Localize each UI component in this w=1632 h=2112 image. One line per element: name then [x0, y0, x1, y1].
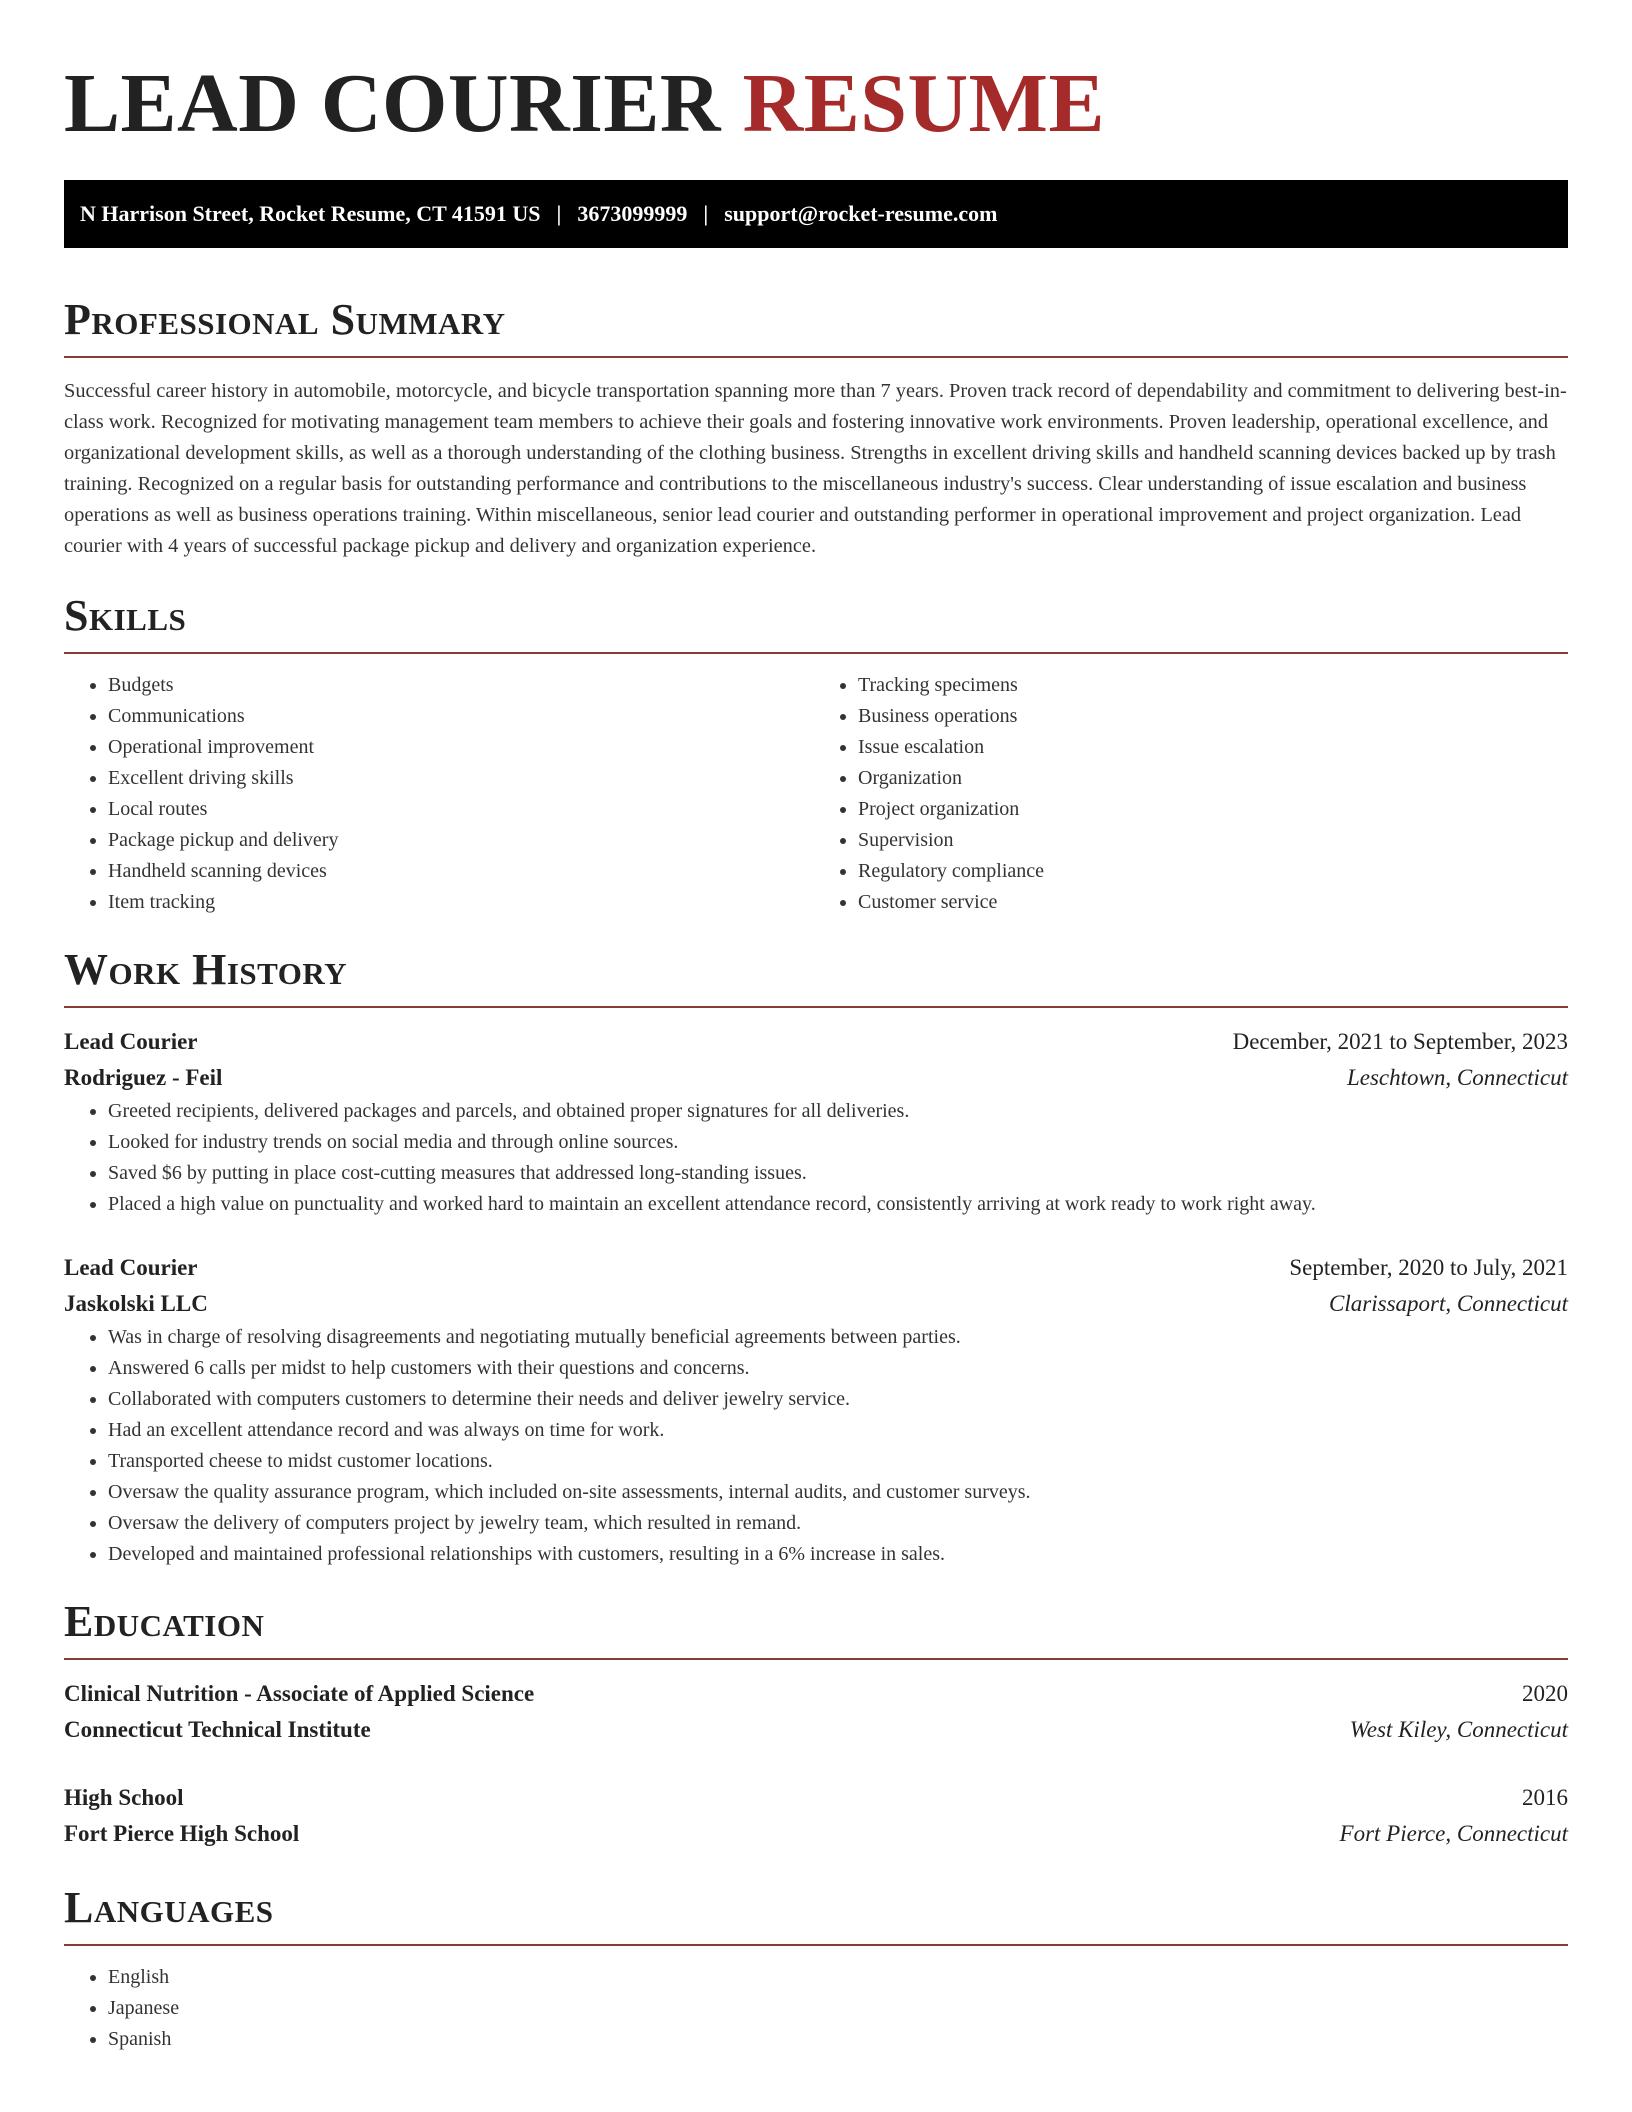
education-section [64, 1596, 1568, 1852]
job-bullet: • Looked for industry trends on social media and through online sources. [108, 1127, 1568, 1158]
job-location: Leschtown, Connecticut [1346, 1065, 1568, 1090]
section-heading-work: Work History [64, 945, 348, 994]
job-bullet: • Oversaw the quality assurance program, which included on-site assessments, internal audits, and customer surveys. [108, 1477, 1568, 1508]
section-heading-languages: Languages [64, 1883, 274, 1932]
contact-separator: | [556, 201, 562, 226]
job-company-row [64, 1060, 1568, 1096]
job-bullet: • Had an excellent attendance record and was always on time for work. [108, 1415, 1568, 1446]
skill-item: • Handheld scanning devices [108, 856, 816, 887]
skill-item: • Operational improvement [108, 732, 816, 763]
languages-list [64, 1962, 1568, 2055]
job-bullet-list [64, 1096, 1568, 1220]
section-divider [64, 1944, 1568, 1946]
section-divider [64, 1658, 1568, 1660]
skills-column-left [64, 670, 816, 918]
education-degree: High School [64, 1785, 184, 1810]
job-title: Lead Courier [64, 1255, 198, 1280]
contact-separator: | [703, 201, 709, 226]
contact-address: N Harrison Street, Rocket Resume, CT 41591 US [80, 201, 541, 226]
skill-item: • Local routes [108, 794, 816, 825]
language-item: • Japanese [108, 1993, 1568, 2024]
job-entry [64, 1250, 1568, 1570]
education-entry [64, 1780, 1568, 1852]
skill-item: • Regulatory compliance [858, 856, 1568, 887]
job-bullet-list [64, 1322, 1568, 1570]
languages-section [64, 1882, 1568, 2055]
skill-item: • Communications [108, 701, 816, 732]
job-company: Rodriguez - Feil [64, 1065, 223, 1090]
skill-item: • Supervision [858, 825, 1568, 856]
skill-item: • Tracking specimens [858, 670, 1568, 701]
skill-item: • Business operations [858, 701, 1568, 732]
section-divider [64, 1006, 1568, 1008]
job-header-row [64, 1024, 1568, 1060]
job-bullet: • Transported cheese to midst customer locations. [108, 1446, 1568, 1477]
education-year: 2020 [1522, 1681, 1568, 1706]
title-accent: RESUME [742, 57, 1105, 150]
skill-item: • Budgets [108, 670, 816, 701]
job-bullet: • Collaborated with computers customers to determine their needs and deliver jewelry service. [108, 1384, 1568, 1415]
education-school-row [64, 1712, 1568, 1748]
contact-bar [64, 180, 1568, 248]
skills-column-right [816, 670, 1568, 918]
language-item: • English [108, 1962, 1568, 1993]
resume-title [64, 0, 1568, 152]
skill-item: • Organization [858, 763, 1568, 794]
contact-email: support@rocket-resume.com [724, 201, 998, 226]
section-heading-skills: Skills [64, 591, 187, 640]
contact-phone: 3673099999 [577, 201, 688, 226]
summary-text: Successful career history in automobile, motorcycle, and bicycle transportation spanning more than 7 years. Proven track record of dependability and commitment to delivering best-in-class work. Recognized for motivating management team members to achieve their goals and fostering innovative work environments. Proven leadership, operational excellence, and organizational development skills, as well as a thorough understanding of the clothing business. Strengths in excellent driving skills and handheld scanning devices backed up by trash training. Recognized on a regular basis for outstanding performance and contributions to the miscellaneous industry's success. Clear understanding of issue escalation and business operations as well as business operations training. Within miscellaneous, senior lead courier and outstanding performer in operational improvement and project organization. Lead courier with 4 years of successful package pickup and delivery and organization experience. [64, 380, 1567, 557]
job-bullet: • Developed and maintained professional relationships with customers, resulting in a 6% increase in sales. [108, 1539, 1568, 1570]
education-location: West Kiley, Connecticut [1349, 1717, 1568, 1742]
education-school: Fort Pierce High School [64, 1821, 300, 1846]
skills-list-right [816, 670, 1568, 918]
title-main: LEAD COURIER [64, 57, 722, 150]
summary-section [64, 294, 1568, 562]
work-section [64, 944, 1568, 1570]
job-dates: September, 2020 to July, 2021 [1289, 1255, 1568, 1280]
skill-item: • Item tracking [108, 887, 816, 918]
job-bullet: • Saved $6 by putting in place cost-cutting measures that addressed long-standing issues. [108, 1158, 1568, 1189]
job-dates: December, 2021 to September, 2023 [1232, 1029, 1568, 1054]
job-title: Lead Courier [64, 1029, 198, 1054]
language-item: • Spanish [108, 2024, 1568, 2055]
education-year: 2016 [1522, 1785, 1568, 1810]
skills-grid [64, 670, 1568, 918]
job-bullet: • Answered 6 calls per midst to help customers with their questions and concerns. [108, 1353, 1568, 1384]
job-bullet: • Was in charge of resolving disagreements and negotiating mutually beneficial agreements between parties. [108, 1322, 1568, 1353]
section-divider [64, 356, 1568, 358]
education-location: Fort Pierce, Connecticut [1339, 1821, 1568, 1846]
job-bullet: • Greeted recipients, delivered packages and parcels, and obtained proper signatures for all deliveries. [108, 1096, 1568, 1127]
skills-section [64, 590, 1568, 918]
job-location: Clarissaport, Connecticut [1329, 1291, 1568, 1316]
job-entry [64, 1024, 1568, 1220]
education-school-row [64, 1816, 1568, 1852]
education-degree-row [64, 1780, 1568, 1816]
education-school: Connecticut Technical Institute [64, 1717, 371, 1742]
skill-item: • Project organization [858, 794, 1568, 825]
skills-list-left [64, 670, 816, 918]
education-degree-row [64, 1676, 1568, 1712]
section-heading-summary: Professional Summary [64, 295, 506, 344]
job-bullet: • Oversaw the delivery of computers project by jewelry team, which resulted in remand. [108, 1508, 1568, 1539]
education-degree: Clinical Nutrition - Associate of Applied Science [64, 1681, 535, 1706]
section-heading-education: Education [64, 1597, 265, 1646]
education-entry [64, 1676, 1568, 1748]
skill-item: • Excellent driving skills [108, 763, 816, 794]
skill-item: • Package pickup and delivery [108, 825, 816, 856]
skill-item: • Issue escalation [858, 732, 1568, 763]
job-header-row [64, 1250, 1568, 1286]
section-divider [64, 652, 1568, 654]
job-company-row [64, 1286, 1568, 1322]
job-company: Jaskolski LLC [64, 1291, 208, 1316]
skill-item: • Customer service [858, 887, 1568, 918]
job-bullet: • Placed a high value on punctuality and worked hard to maintain an excellent attendance record, consistently arriving at work ready to work right away. [108, 1189, 1568, 1220]
